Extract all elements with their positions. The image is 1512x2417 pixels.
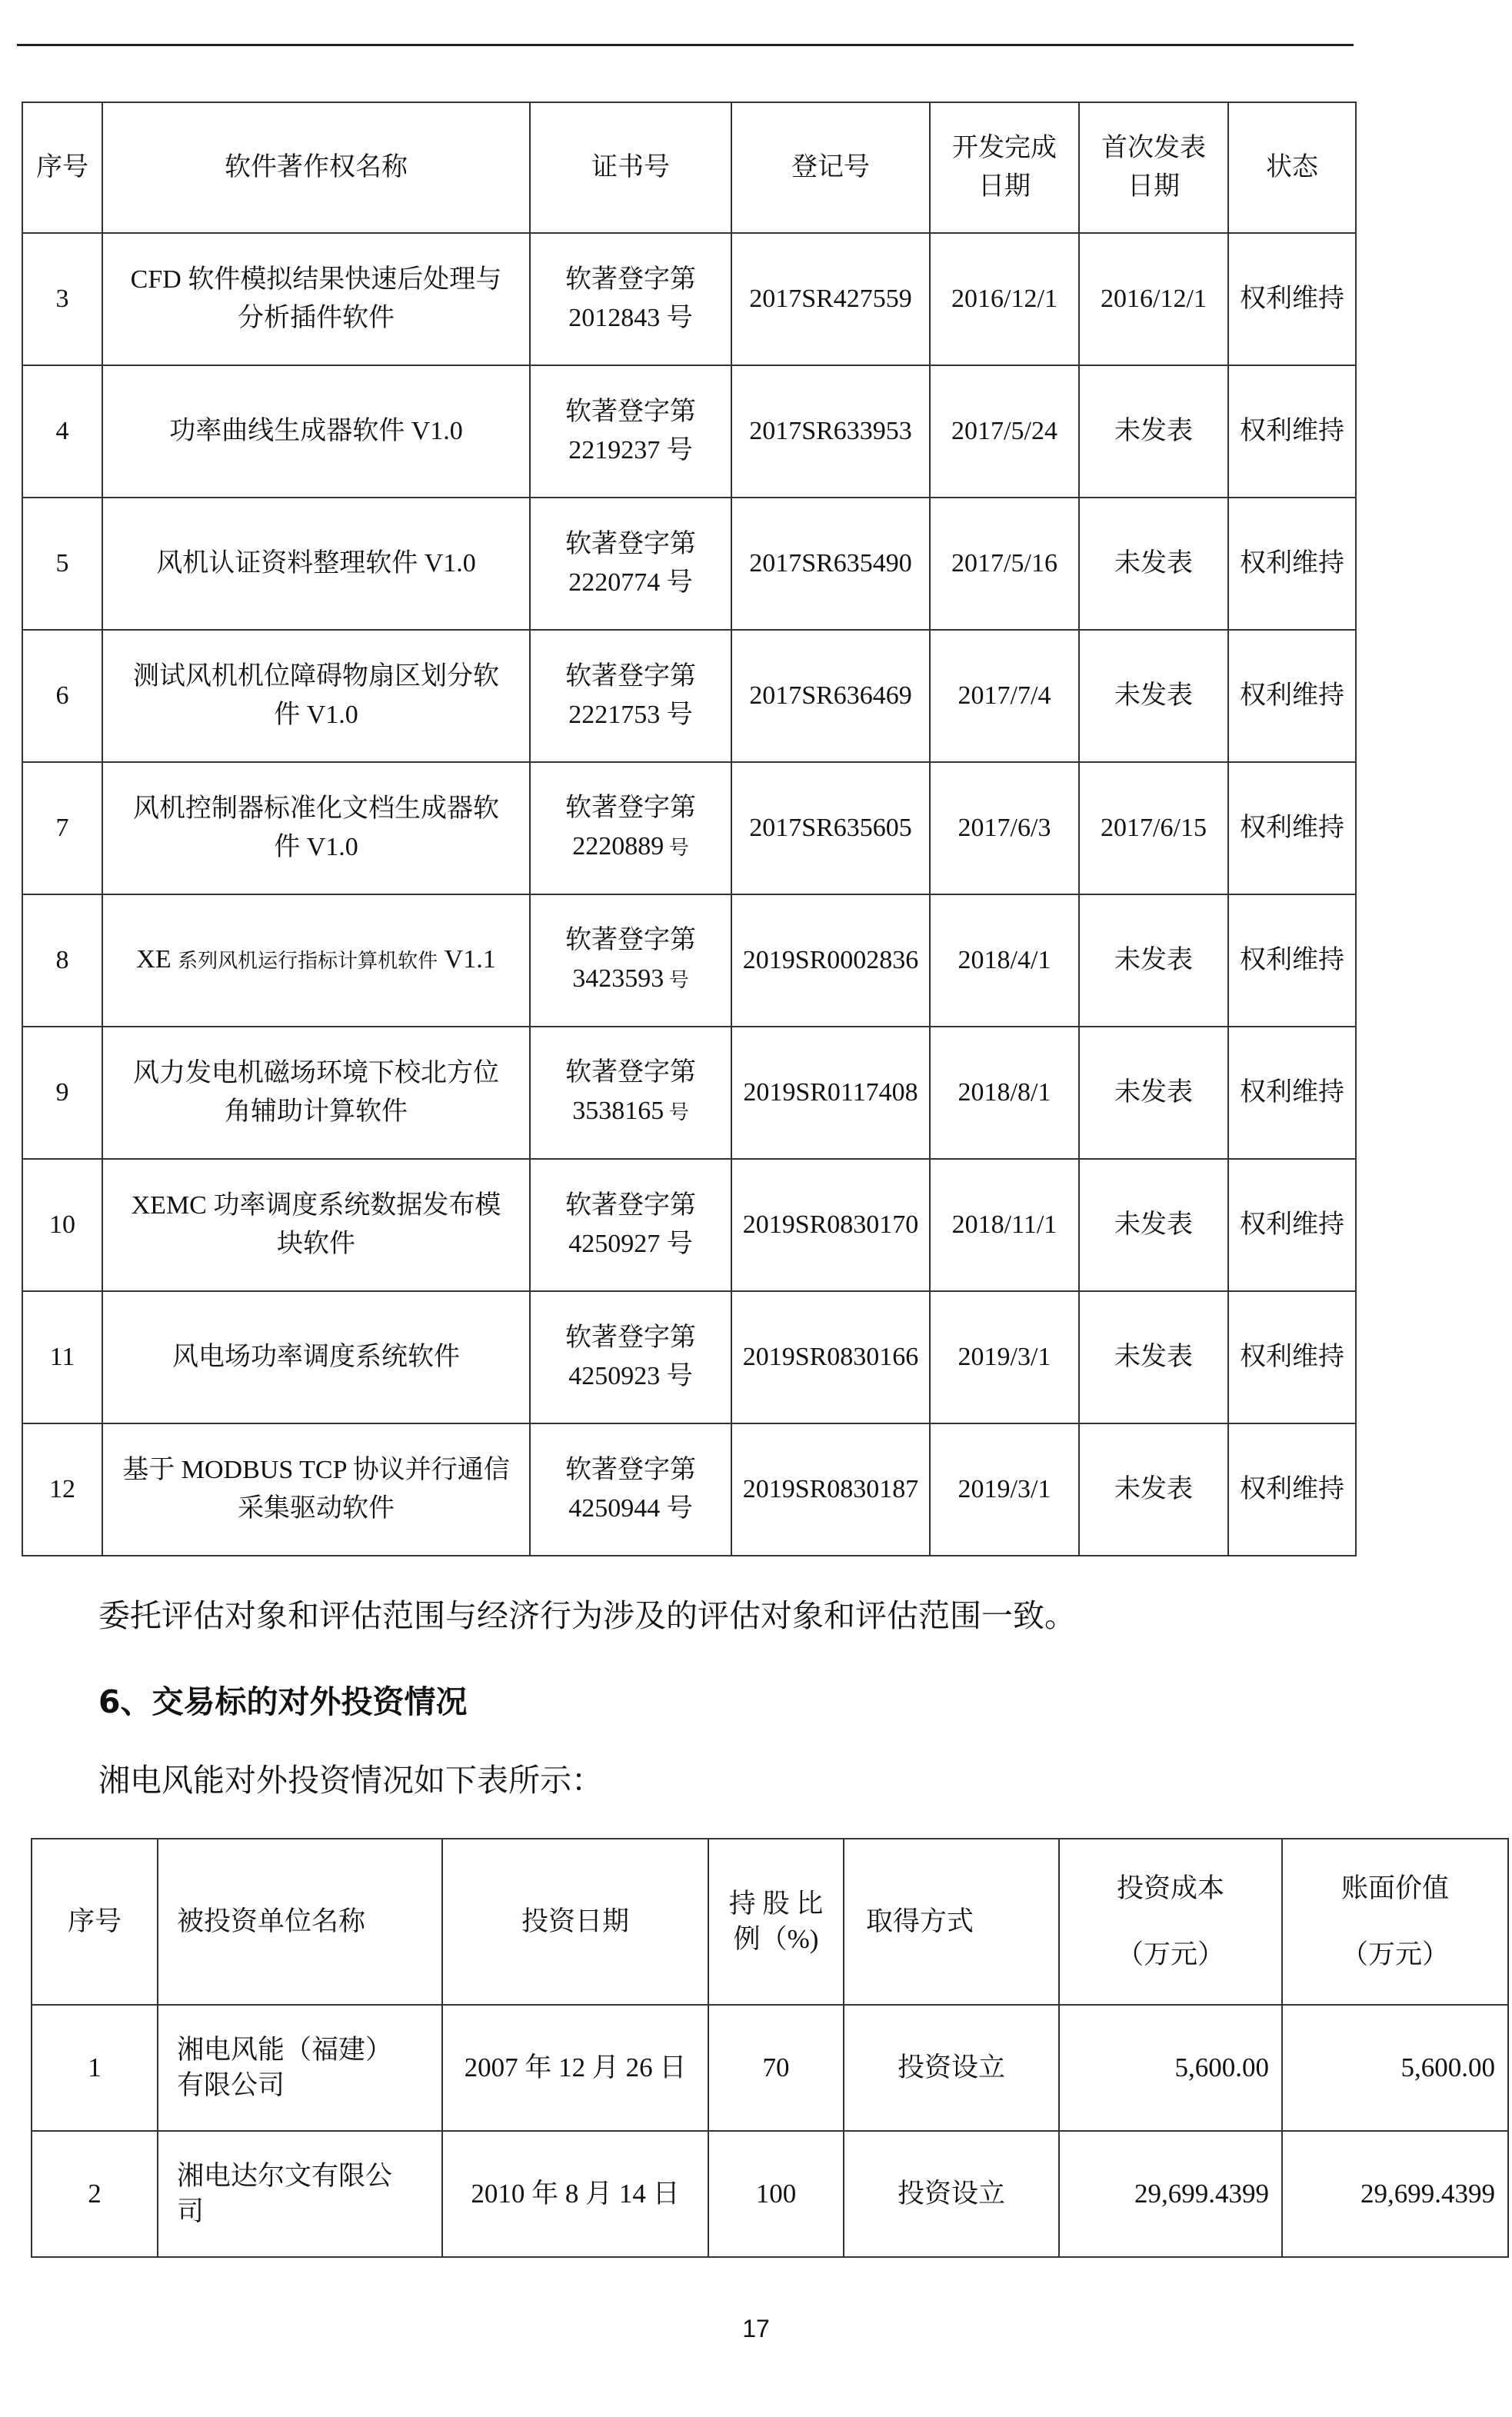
name-line: 角辅助计算软件: [225, 1097, 408, 1126]
cell-no: [22, 233, 102, 365]
name-line: 风机认证资料整理软件 V1.0: [156, 549, 476, 578]
cell-text: 70: [762, 2052, 790, 2082]
col-header-reg: 登记号: [731, 102, 930, 233]
name-tail: V1.1: [438, 945, 496, 974]
cell-text: 29,699.4399: [1360, 2179, 1495, 2209]
cell-no: [22, 498, 102, 630]
cell-cert-no: [530, 1027, 731, 1159]
cell-reg-no: [731, 233, 930, 365]
cert-number: 2221753: [568, 701, 661, 729]
scope-paragraph: 委托评估对象和评估范围与经济行为涉及的评估对象和评估范围一致。: [98, 1597, 1076, 1634]
cell-text: 未发表: [1114, 417, 1193, 445]
cell-text: 100: [755, 2179, 797, 2209]
cell-software-name: [102, 365, 530, 498]
cell-no: [22, 762, 102, 894]
col-header-dev-date: [930, 102, 1079, 233]
col-header-status: 状态: [1228, 102, 1356, 233]
col-header-no: 序号: [32, 1839, 158, 2005]
cert-line: 软著登字第: [565, 662, 696, 691]
cell-text: 2019/3/1: [957, 1343, 1051, 1371]
cell-software-name: [102, 894, 530, 1027]
cell-text: 2010 年 8 月 14 日: [471, 2179, 680, 2209]
cert-line: 软著登字第: [565, 794, 696, 822]
cert-number: 4250944: [568, 1494, 661, 1523]
cell-software-name: [102, 233, 530, 365]
cell-software-name: [102, 762, 530, 894]
cell-book-value: [1282, 2131, 1508, 2257]
cert-line: 软著登字第: [565, 1456, 696, 1484]
name-line: 基于 MODBUS TCP 协议并行通信: [122, 1456, 510, 1484]
cell-investee-name: [158, 2005, 442, 2131]
cell-cert-no: [530, 365, 731, 498]
cell-text: 权利维持: [1240, 1475, 1344, 1503]
col-header-name: 软件著作权名称: [102, 102, 530, 233]
cell-pub-date: [1079, 630, 1228, 762]
cert-suffix: 号: [660, 304, 693, 332]
cell-cert-no: [530, 233, 731, 365]
name-line: 湘电风能（福建）: [177, 2035, 393, 2065]
cell-status: [1228, 233, 1356, 365]
cell-pub-date: [1079, 1423, 1228, 1556]
cell-pub-date: [1079, 1027, 1228, 1159]
header-line: 持 股 比: [728, 1889, 824, 1919]
cell-text: 2017/6/3: [957, 814, 1051, 842]
table-row: [22, 762, 1356, 894]
cell-text: 2019SR0830170: [742, 1210, 919, 1239]
cell-no: [32, 2005, 158, 2131]
cert-suffix: 号: [660, 436, 693, 464]
cert-number: 3423593: [572, 964, 664, 993]
table-row: [22, 365, 1356, 498]
cell-ratio: [708, 2131, 844, 2257]
cell-text: 权利维持: [1240, 1210, 1344, 1239]
cell-pub-date: [1079, 762, 1228, 894]
cert-number: 4250927: [568, 1230, 661, 1258]
cell-status: [1228, 1159, 1356, 1291]
cell-text: 11: [49, 1343, 75, 1371]
table-header-row: [32, 1839, 1508, 2005]
cell-status: [1228, 365, 1356, 498]
cell-text: 2017SR636469: [749, 681, 912, 710]
table-row: [32, 2131, 1508, 2257]
col-header-method: 取得方式: [844, 1839, 1059, 2005]
table-row: [22, 630, 1356, 762]
cell-text: 未发表: [1114, 946, 1193, 974]
cell-software-name: [102, 1291, 530, 1423]
cell-text: 6: [55, 681, 69, 710]
cell-text: 5,600.00: [1174, 2052, 1269, 2082]
name-line: XEMC 功率调度系统数据发布模: [131, 1191, 501, 1220]
cell-text: 权利维持: [1240, 946, 1344, 974]
cell-reg-no: [731, 630, 930, 762]
software-copyright-table: [22, 102, 1357, 1556]
cell-invest-date: [442, 2131, 708, 2257]
cert-number: 2219237: [568, 436, 661, 464]
cell-text: 权利维持: [1240, 814, 1344, 842]
name-small-text: 系列风机运行指标计算机软件: [178, 950, 438, 972]
cell-text: 2017SR635490: [749, 549, 912, 578]
col-header-cost: [1059, 1839, 1282, 2005]
cell-pub-date: [1079, 894, 1228, 1027]
table-row: [22, 1159, 1356, 1291]
cell-dev-date: [930, 233, 1079, 365]
cert-number: 2012843: [568, 304, 661, 332]
cert-suffix: 号: [660, 568, 693, 597]
cell-cert-no: [530, 498, 731, 630]
cell-text: 权利维持: [1240, 1078, 1344, 1107]
cell-text: 10: [49, 1210, 75, 1239]
cell-text: 2017/6/15: [1101, 814, 1207, 842]
cell-cert-no: [530, 1291, 731, 1423]
cell-text: 2017SR427559: [749, 285, 912, 313]
cell-status: [1228, 630, 1356, 762]
cell-cert-no: [530, 1423, 731, 1556]
cell-text: 2016/12/1: [1101, 285, 1207, 313]
cell-reg-no: [731, 1291, 930, 1423]
header-line: （万元）: [1116, 1939, 1224, 1969]
cell-text: 2: [88, 2179, 102, 2209]
cell-cert-no: [530, 630, 731, 762]
cert-suffix: 号: [660, 1494, 693, 1523]
col-header-ratio: [708, 1839, 844, 2005]
cell-software-name: [102, 1159, 530, 1291]
name-line: 测试风机机位障碍物扇区划分软: [133, 662, 499, 691]
cell-text: 权利维持: [1240, 681, 1344, 710]
cell-dev-date: [930, 1027, 1079, 1159]
name-line: 司: [177, 2196, 205, 2226]
cell-reg-no: [731, 1159, 930, 1291]
cell-dev-date: [930, 1423, 1079, 1556]
page-number: 17: [742, 2315, 770, 2342]
cell-no: [22, 894, 102, 1027]
cert-number: 2220774: [568, 568, 661, 597]
header-line: 日期: [1127, 172, 1180, 201]
cell-invest-date: [442, 2005, 708, 2131]
name-line: 风力发电机磁场环境下校北方位: [133, 1059, 499, 1087]
name-line: CFD 软件模拟结果快速后处理与: [130, 265, 502, 294]
header-rule: [17, 44, 1354, 46]
cell-cert-no: [530, 1159, 731, 1291]
cell-text: 29,699.4399: [1134, 2179, 1269, 2209]
table-row: [22, 894, 1356, 1027]
cell-reg-no: [731, 894, 930, 1027]
cell-text: 5: [55, 549, 69, 578]
name-line: 风电场功率调度系统软件: [172, 1343, 460, 1371]
cell-text: 2018/8/1: [957, 1078, 1051, 1107]
name-line: 湘电达尔文有限公: [177, 2161, 393, 2191]
cert-line: 软著登字第: [565, 398, 696, 426]
table-row: [22, 1291, 1356, 1423]
cell-no: [22, 1423, 102, 1556]
cell-text: 2017/5/16: [951, 549, 1057, 578]
table-row: [22, 498, 1356, 630]
col-header-pub-date: [1079, 102, 1228, 233]
cell-text: 2019SR0830187: [742, 1475, 919, 1503]
name-line: 功率曲线生成器软件 V1.0: [169, 417, 463, 445]
cell-status: [1228, 1423, 1356, 1556]
cell-no: [32, 2131, 158, 2257]
name-line: 采集驱动软件: [238, 1494, 395, 1523]
section-heading: 6、交易标的对外投资情况: [98, 1683, 468, 1720]
cell-pub-date: [1079, 498, 1228, 630]
table-row: [32, 2005, 1508, 2131]
cell-cert-no: [530, 762, 731, 894]
cert-number: 4250923: [568, 1362, 661, 1390]
cell-text: 2017SR635605: [749, 814, 912, 842]
cell-no: [22, 1027, 102, 1159]
col-header-no: 序号: [22, 102, 102, 233]
name-line: 件 V1.0: [274, 833, 358, 861]
cell-software-name: [102, 630, 530, 762]
cell-text: 未发表: [1114, 681, 1193, 710]
table-row: [22, 1423, 1356, 1556]
cert-line: 软著登字第: [565, 926, 696, 954]
cell-investee-name: [158, 2131, 442, 2257]
cell-dev-date: [930, 498, 1079, 630]
intro-paragraph: 湘电风能对外投资情况如下表所示：: [98, 1762, 603, 1799]
cert-line: 软著登字第: [565, 265, 696, 294]
cell-cost: [1059, 2131, 1282, 2257]
name-line: 有限公司: [177, 2070, 285, 2100]
cell-book-value: [1282, 2005, 1508, 2131]
cell-text: 权利维持: [1240, 417, 1344, 445]
cell-pub-date: [1079, 233, 1228, 365]
cert-line: 软著登字第: [565, 1323, 696, 1352]
cell-text: 7: [55, 814, 69, 842]
cell-text: 投资设立: [897, 2179, 1005, 2209]
cell-dev-date: [930, 894, 1079, 1027]
header-line: 日期: [978, 172, 1031, 201]
cell-ratio: [708, 2005, 844, 2131]
cell-no: [22, 1159, 102, 1291]
name-line: 件 V1.0: [274, 701, 358, 729]
cell-text: 2018/11/1: [951, 1210, 1057, 1239]
col-header-book: [1282, 1839, 1508, 2005]
header-line: 投资成本: [1116, 1873, 1224, 1903]
cell-status: [1228, 762, 1356, 894]
cell-text: 8: [55, 946, 69, 974]
cert-suffix: 号: [660, 1362, 693, 1390]
cell-dev-date: [930, 1291, 1079, 1423]
cell-dev-date: [930, 365, 1079, 498]
cell-text: 2017/5/24: [951, 417, 1057, 445]
cell-text: 未发表: [1114, 1343, 1193, 1371]
cell-text: 权利维持: [1240, 1343, 1344, 1371]
cell-text: 12: [49, 1475, 75, 1503]
cell-cost: [1059, 2005, 1282, 2131]
name-line: 分析插件软件: [238, 304, 395, 332]
name-line: 风机控制器标准化文档生成器软: [133, 794, 499, 823]
cell-text: 未发表: [1114, 1210, 1193, 1239]
cell-text: 3: [55, 285, 69, 313]
cell-dev-date: [930, 1159, 1079, 1291]
cell-text: 2017/7/4: [957, 681, 1051, 710]
header-line: 账面价值: [1340, 1873, 1449, 1903]
cell-no: [22, 365, 102, 498]
cell-text: 5,600.00: [1400, 2052, 1495, 2082]
cell-text: 2018/4/1: [957, 946, 1051, 974]
cell-dev-date: [930, 630, 1079, 762]
cell-status: [1228, 1027, 1356, 1159]
cell-text: 2019SR0117408: [743, 1078, 918, 1107]
investment-table: [31, 1838, 1509, 2258]
cert-line: 软著登字第: [565, 1058, 696, 1087]
header-line: 例（%): [733, 1924, 819, 1954]
cell-method: [844, 2005, 1059, 2131]
col-header-date: 投资日期: [442, 1839, 708, 2005]
cell-text: 权利维持: [1240, 549, 1344, 578]
cell-reg-no: [731, 365, 930, 498]
cell-reg-no: [731, 498, 930, 630]
cell-text: 未发表: [1114, 1078, 1193, 1107]
cell-text: 2019SR0002836: [742, 946, 919, 974]
name-line: 块软件: [277, 1230, 355, 1258]
cert-suffix: 号: [664, 837, 689, 859]
header-line: 首次发表: [1101, 134, 1206, 162]
cell-dev-date: [930, 762, 1079, 894]
cert-suffix: 号: [660, 701, 693, 729]
cell-text: 投资设立: [897, 2052, 1005, 2082]
cell-software-name: [102, 1027, 530, 1159]
cert-number: 3538165: [572, 1097, 664, 1125]
cert-suffix: 号: [660, 1230, 693, 1258]
cell-software-name: [102, 1423, 530, 1556]
cell-text: 未发表: [1114, 1475, 1193, 1503]
cell-text: 2019SR0830166: [742, 1343, 919, 1371]
cell-status: [1228, 894, 1356, 1027]
cert-line: 软著登字第: [565, 530, 696, 558]
cell-text: 9: [55, 1078, 69, 1107]
cell-text: 权利维持: [1240, 285, 1344, 313]
cell-text: 2019/3/1: [957, 1475, 1051, 1503]
col-header-cert: 证书号: [530, 102, 731, 233]
cell-status: [1228, 1291, 1356, 1423]
cell-text: 2017SR633953: [749, 417, 912, 445]
cell-no: [22, 1291, 102, 1423]
table-header-row: [22, 102, 1356, 233]
cell-text: 2016/12/1: [951, 285, 1057, 313]
cell-reg-no: [731, 1423, 930, 1556]
table-row: [22, 233, 1356, 365]
cell-pub-date: [1079, 365, 1228, 498]
cell-text: 未发表: [1114, 549, 1193, 578]
cell-method: [844, 2131, 1059, 2257]
cell-reg-no: [731, 1027, 930, 1159]
cell-cert-no: [530, 894, 731, 1027]
cell-text: 2007 年 12 月 26 日: [464, 2052, 687, 2082]
table-row: [22, 1027, 1356, 1159]
cell-status: [1228, 498, 1356, 630]
col-header-investee: 被投资单位名称: [158, 1839, 442, 2005]
header-line: 开发完成: [952, 134, 1057, 162]
cell-text: 1: [88, 2052, 102, 2082]
cell-reg-no: [731, 762, 930, 894]
cert-number: 2220889: [572, 832, 664, 861]
cert-suffix: 号: [664, 1101, 689, 1124]
cert-suffix: 号: [664, 969, 689, 991]
cell-pub-date: [1079, 1291, 1228, 1423]
name-line: XE: [136, 945, 178, 974]
cert-line: 软著登字第: [565, 1191, 696, 1220]
cell-software-name: [102, 498, 530, 630]
cell-no: [22, 630, 102, 762]
header-line: （万元）: [1340, 1939, 1449, 1969]
cell-pub-date: [1079, 1159, 1228, 1291]
cell-text: 4: [55, 417, 69, 445]
